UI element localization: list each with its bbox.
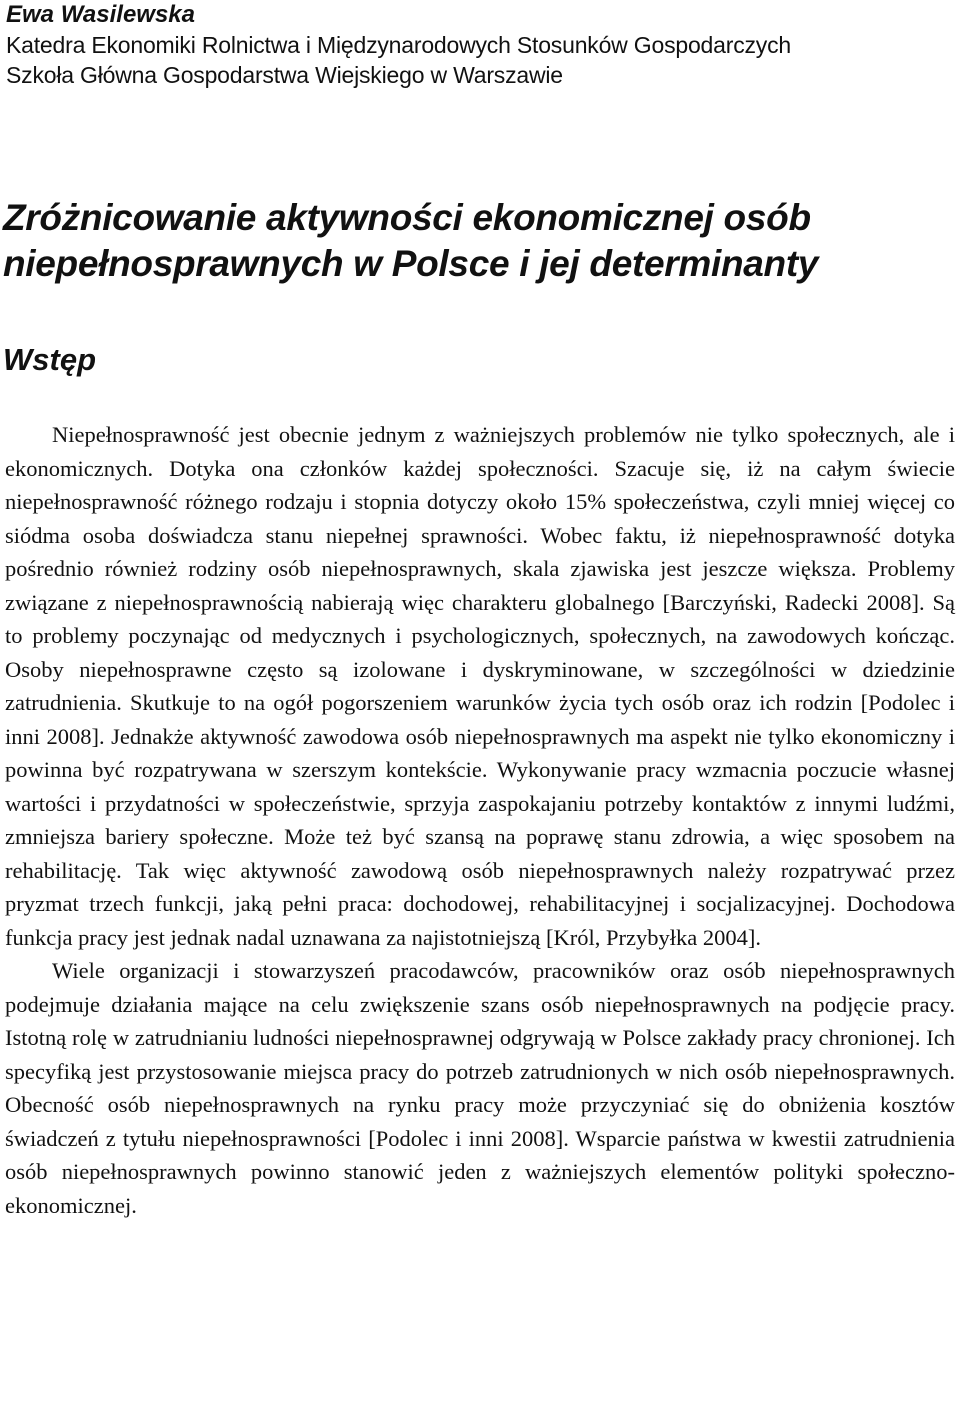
section-heading: Wstęp bbox=[3, 342, 96, 377]
affiliation-university: Szkoła Główna Gospodarstwa Wiejskiego w Warszawie bbox=[6, 62, 563, 88]
author-name: Ewa Wasilewska bbox=[6, 1, 195, 28]
article-body bbox=[5, 418, 955, 1222]
body-paragraph-1: Niepełnosprawność jest obecnie jednym z ważniejszych problemów nie tylko społecznych, ale i ekonomicznych. Dotyka ona członków każdej społeczności. Szacuje się, iż na całym świecie niepełnosprawność różnego rodzaju i stopnia dotyczy około 15% społeczeństwa, czyli mniej więcej co siódma osoba doświadcza stanu niepełnej sprawności. Wobec faktu, iż niepełnosprawność dotyka pośrednio również rodziny osób niepełnosprawnych, skala zjawiska jest jeszcze większa. Problemy związane z niepełnosprawnością nabierają więc charakteru globalnego [Barczyński, Radecki 2008]. Są to problemy poczynając od medycznych i psychologicznych, społecznych, na zawodowych kończąc. Osoby niepełnosprawne często są izolowane i dyskryminowane, w szczególności w dziedzinie zatrudnienia. Skutkuje to na ogół pogorszeniem warunków życia tych osób oraz ich rodzin [Podolec i inni 2008]. Jednakże aktywność zawodowa osób niepełnosprawnych ma aspekt nie tylko ekonomiczny i powinna być rozpatrywana w szerszym kontekście. Wykonywanie pracy wzmacnia poczucie własnej wartości i przydatności w społeczeństwie, sprzyja zaspokajaniu potrzeby kontaktów z innymi ludźmi, zmniejsza bariery społeczne. Może też być szansą na poprawę stanu zdrowia, a więc sposobem na rehabilitację. Tak więc aktywność zawodową osób niepełnosprawnych należy rozpatrywać przez pryzmat trzech funkcji, jaką pełni praca: dochodowej, rehabilitacyjnej i socjalizacyjnej. Dochodowa funkcja pracy jest jednak nadal uznawana za najistotniejszą [Król, Przybyłka 2004]. bbox=[5, 422, 955, 950]
body-paragraph-2: Wiele organizacji i stowarzyszeń pracodawców, pracowników oraz osób niepełnosprawnych podejmuje działania mające na celu zwiększenie szans osób niepełnosprawnych na podjęcie pracy. Istotną rolę w zatrudnianiu ludności niepełnosprawnej odgrywają w Polsce zakłady pracy chronionej. Ich specyfiką jest przystosowanie miejsca pracy do potrzeb zatrudnionych w nich osób niepełnosprawnych. Obecność osób niepełnosprawnych na rynku pracy może przyczyniać się do obniżenia kosztów świadczeń z tytułu niepełnosprawności [Podolec i inni 2008]. Wsparcie państwa w kwestii zatrudnienia osób niepełnosprawnych powinno stanowić jeden z ważniejszych elementów polityki społeczno-ekonomicznej. bbox=[5, 958, 955, 1218]
affiliation-department: Katedra Ekonomiki Rolnictwa i Międzynarodowych Stosunków Gospodarczych bbox=[6, 32, 791, 58]
article-header bbox=[6, 0, 956, 90]
article-title: Zróżnicowanie aktywności ekonomicznej osób niepełnosprawnych w Polsce i jej determinanty bbox=[3, 197, 819, 284]
